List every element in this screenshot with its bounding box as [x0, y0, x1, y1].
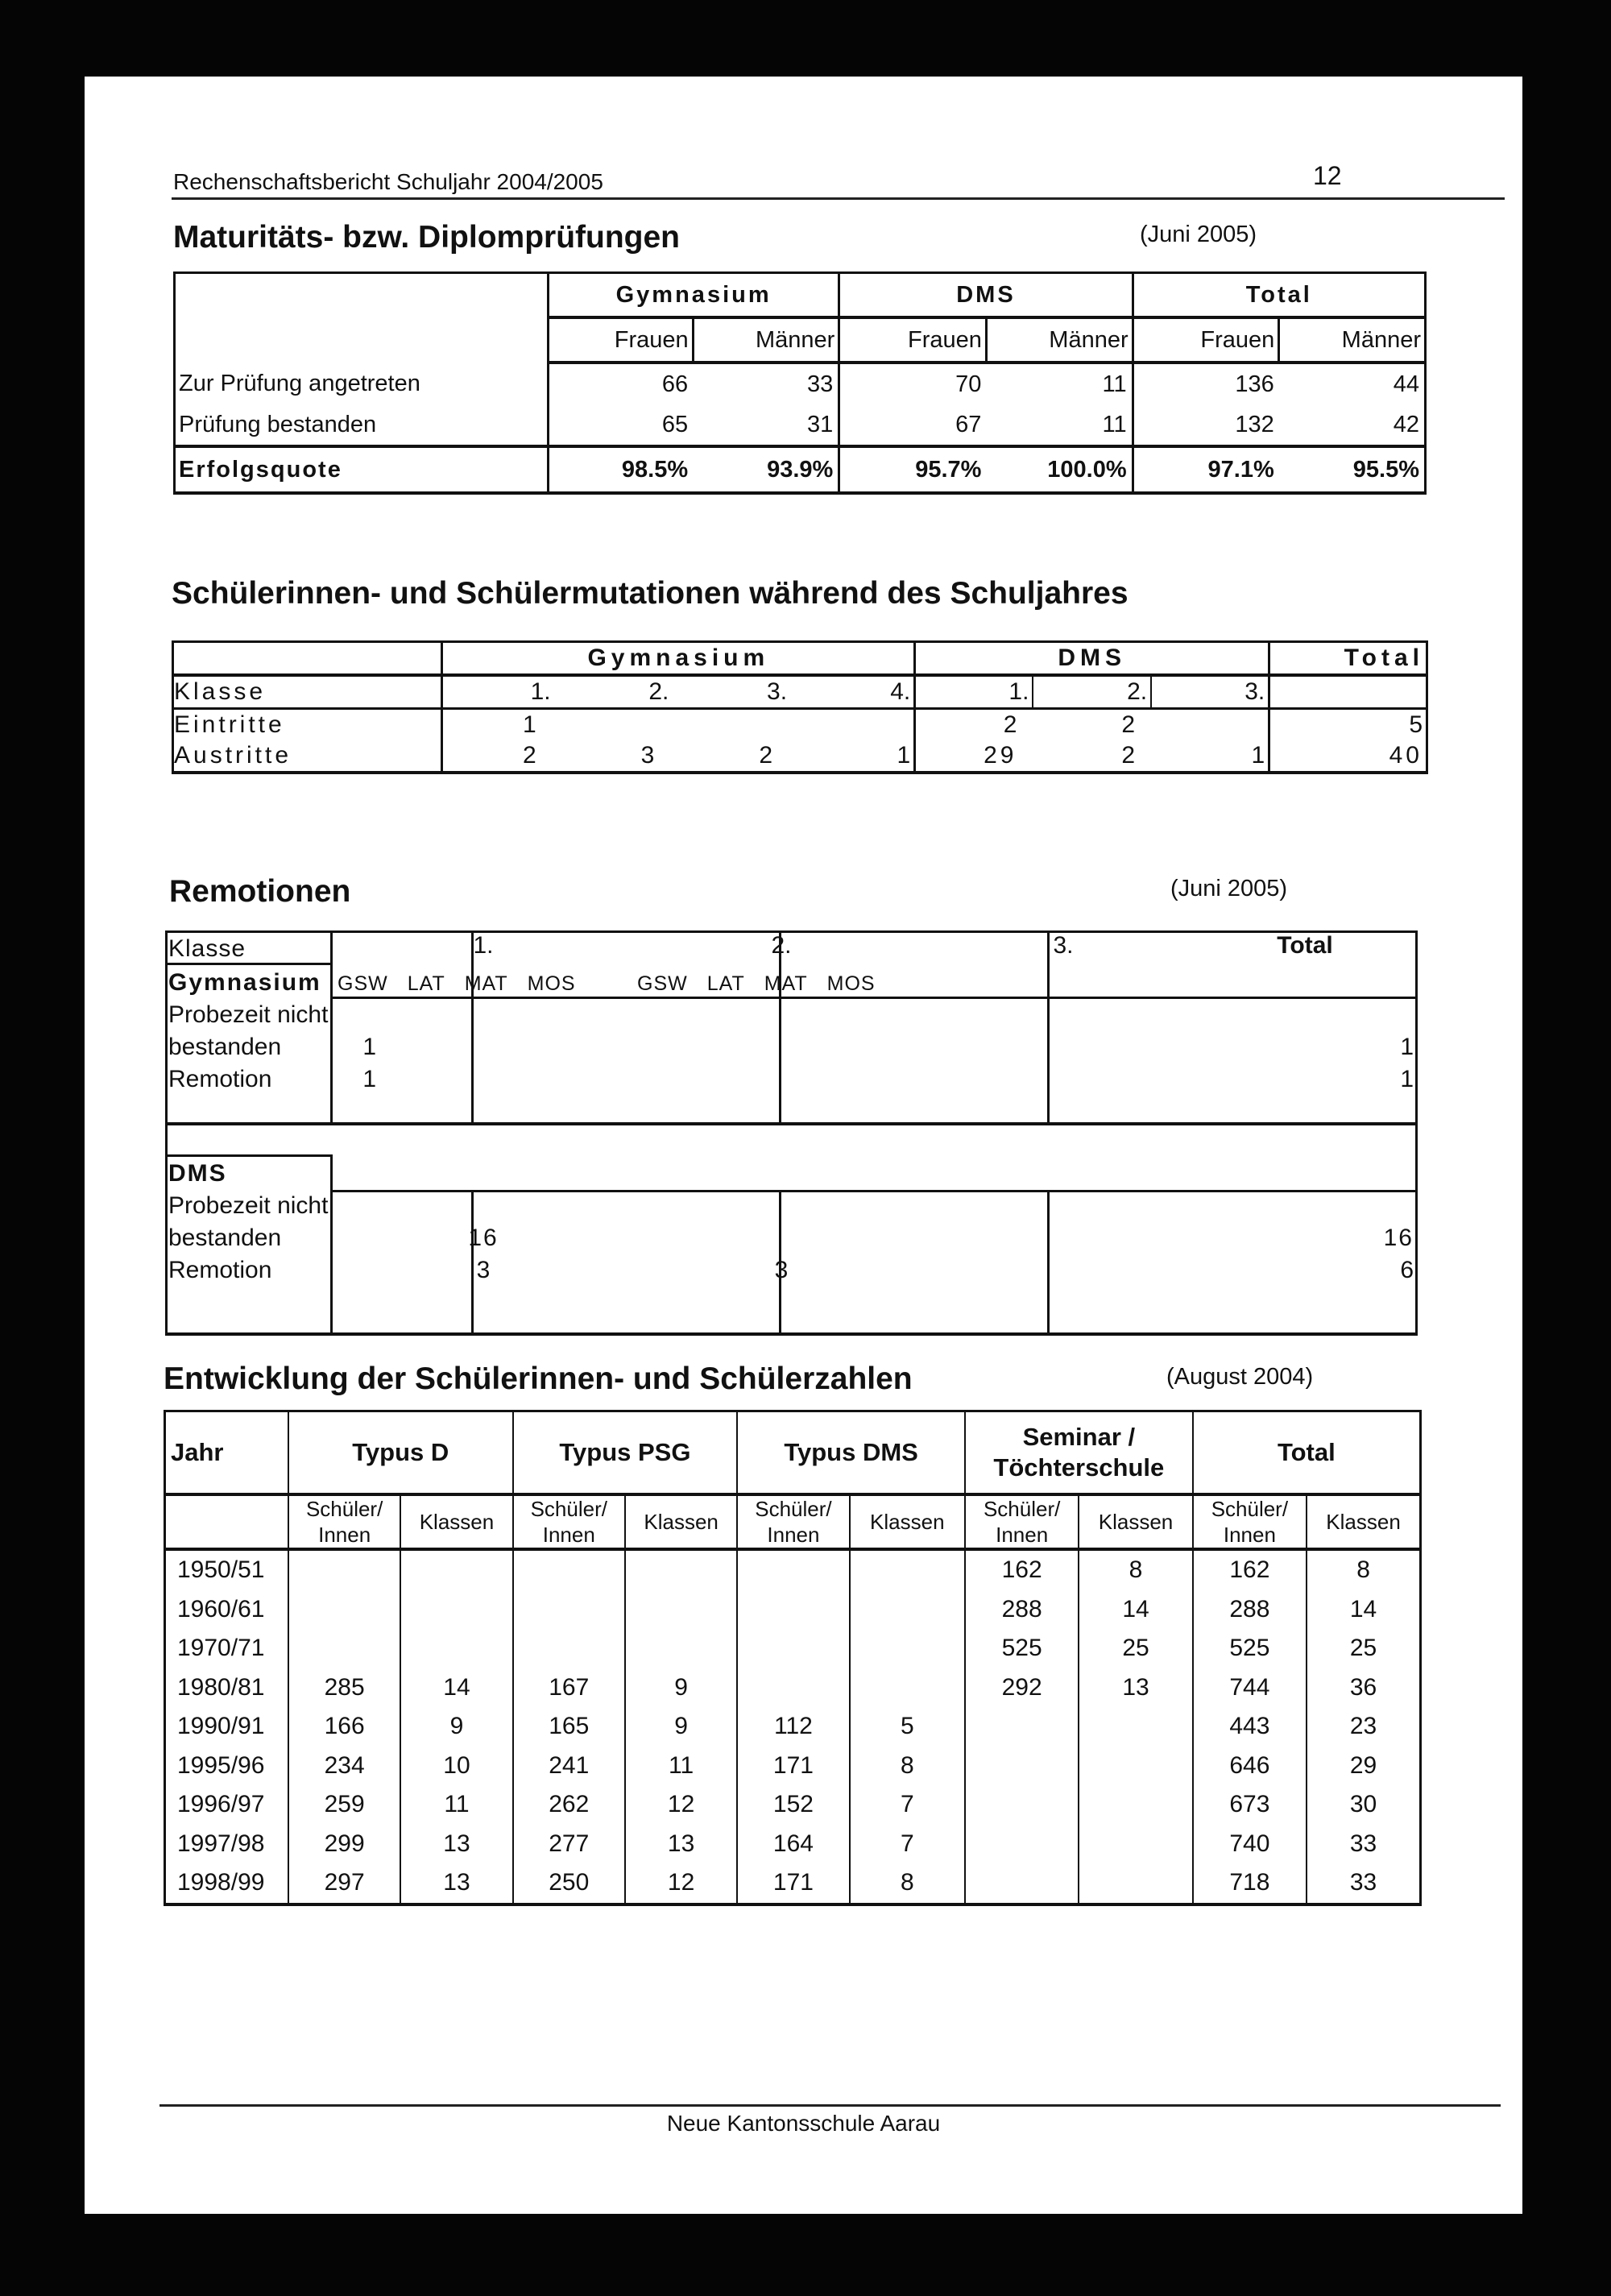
probezeit-label: Probezeit nicht	[168, 1192, 329, 1219]
cell	[737, 1629, 849, 1668]
cell: 250	[513, 1863, 625, 1904]
cell-blank	[1269, 675, 1427, 709]
profile-headers-k1	[338, 972, 576, 996]
cell: 166	[288, 1707, 400, 1747]
cell: 1	[797, 740, 915, 773]
cell: 165	[513, 1707, 625, 1747]
cell: 171	[737, 1863, 849, 1904]
cell: 42	[1279, 404, 1426, 446]
klasse-header: 3.	[767, 678, 788, 705]
cell: 100.0%	[986, 446, 1133, 493]
cell: 8	[1079, 1549, 1192, 1590]
cell: 162	[965, 1549, 1079, 1590]
cell: 65	[548, 404, 693, 446]
cell: 93.9%	[693, 446, 839, 493]
cell: 1	[1151, 740, 1269, 773]
cell: 2	[1003, 711, 1017, 738]
cell: 167	[513, 1668, 625, 1708]
group-header: Total	[1193, 1411, 1421, 1495]
cell: 33	[1307, 1863, 1420, 1904]
table-row	[165, 1668, 1421, 1708]
cell: 171	[737, 1747, 849, 1786]
profile-lat: LAT	[407, 972, 445, 995]
cell: 285	[288, 1668, 400, 1708]
total-header: Total	[1277, 932, 1333, 959]
table-row	[165, 1785, 1421, 1825]
cell: 262	[513, 1785, 625, 1825]
cell	[850, 1549, 965, 1590]
page-number: 12	[1313, 161, 1342, 190]
jahr-cell: 1950/51	[165, 1549, 288, 1590]
cell: 8	[850, 1863, 965, 1904]
cell	[965, 1825, 1079, 1864]
cell	[400, 1549, 512, 1590]
cell: 13	[400, 1825, 512, 1864]
cell	[400, 1629, 512, 1668]
cell	[625, 1590, 737, 1630]
cell: 241	[513, 1747, 625, 1786]
subheader-schueler: Schüler/ Innen	[1193, 1494, 1307, 1549]
cell: 31	[693, 404, 839, 446]
cell: 66	[548, 363, 693, 404]
subheader-schueler: Schüler/ Innen	[737, 1494, 849, 1549]
klasse-divider	[165, 963, 333, 965]
group-header: Total	[1133, 273, 1425, 318]
cell	[1079, 1785, 1192, 1825]
cell: 16	[1383, 1225, 1414, 1251]
subheader-klassen: Klassen	[850, 1494, 965, 1549]
cell: 11	[986, 404, 1133, 446]
cell: 23	[1307, 1707, 1420, 1747]
dms-label: DMS	[168, 1160, 227, 1187]
cell: 16	[468, 1225, 499, 1251]
table-entwicklung	[164, 1410, 1422, 1906]
row-label: Prüfung bestanden	[175, 404, 549, 446]
section-title-pruefungen: Maturitäts- bzw. Diplomprüfungen	[173, 220, 681, 255]
section-title-mutationen: Schülerinnen- und Schülermutationen während des Schuljahres	[172, 576, 1129, 611]
klasse-header: 3.	[1151, 675, 1269, 709]
cell: 10	[400, 1747, 512, 1786]
subheader-klassen: Klassen	[1079, 1494, 1192, 1549]
cell: 132	[1133, 404, 1279, 446]
cell: 36	[1307, 1668, 1420, 1708]
cell	[1079, 1707, 1192, 1747]
klasse-header: 4.	[797, 675, 915, 709]
cell	[797, 709, 915, 741]
row-label: Zur Prüfung angetreten	[175, 363, 549, 404]
group-header: Typus D	[288, 1411, 513, 1495]
probezeit-label: bestanden	[168, 1225, 282, 1251]
cell: 6	[1400, 1257, 1414, 1283]
col-divider	[471, 930, 474, 1124]
cell: 5	[1409, 711, 1423, 738]
row-label: Eintritte	[173, 709, 442, 741]
cell: 7	[850, 1785, 965, 1825]
cell: 11	[986, 363, 1133, 404]
row-label: Klasse	[173, 675, 442, 709]
cell: 7	[850, 1825, 965, 1864]
cell: 1	[522, 711, 536, 738]
cell	[625, 1629, 737, 1668]
cell: 25	[1307, 1629, 1420, 1668]
cell	[1079, 1747, 1192, 1786]
klasse-header-3: 3.	[1053, 932, 1074, 959]
cell: 9	[400, 1707, 512, 1747]
subheader: Männer	[693, 317, 839, 363]
cell: 525	[965, 1629, 1079, 1668]
table-row	[173, 709, 1427, 741]
table-row	[165, 1863, 1421, 1904]
cell	[1079, 1825, 1192, 1864]
cell: 292	[965, 1668, 1079, 1708]
cell: 13	[400, 1863, 512, 1904]
table-row	[165, 1825, 1421, 1864]
cell: 30	[1307, 1785, 1420, 1825]
cell	[1079, 1863, 1192, 1904]
cell: 744	[1193, 1668, 1307, 1708]
table-mutationen	[172, 640, 1428, 774]
jahr-cell: 1980/81	[165, 1668, 288, 1708]
klasse-header: 1.	[530, 678, 551, 705]
cell	[678, 709, 797, 741]
cell	[513, 1629, 625, 1668]
cell	[737, 1549, 849, 1590]
jahr-cell: 1990/91	[165, 1707, 288, 1747]
subheader-klassen: Klassen	[400, 1494, 512, 1549]
cell: 299	[288, 1825, 400, 1864]
cell: 259	[288, 1785, 400, 1825]
cell: 40	[1389, 742, 1423, 769]
jahr-header: Jahr	[165, 1411, 288, 1495]
cell	[737, 1590, 849, 1630]
profile-mat: MAT	[764, 972, 808, 995]
profile-gsw: GSW	[338, 972, 388, 995]
cell: 525	[1193, 1629, 1307, 1668]
cell: 164	[737, 1825, 849, 1864]
cell: 25	[1079, 1629, 1192, 1668]
header-divider	[333, 997, 1418, 999]
table-row	[165, 1747, 1421, 1786]
gymnasium-label: Gymnasium	[168, 969, 321, 996]
table-row	[165, 1629, 1421, 1668]
cell	[288, 1549, 400, 1590]
cell	[965, 1747, 1079, 1786]
cell: 29	[1307, 1747, 1420, 1786]
subheader-klassen: Klassen	[1307, 1494, 1420, 1549]
footer-school-name: Neue Kantonsschule Aarau	[666, 2111, 941, 2136]
cell	[965, 1707, 1079, 1747]
subheader-schueler: Schüler/ Innen	[513, 1494, 625, 1549]
cell: 67	[839, 404, 987, 446]
cell: 288	[965, 1590, 1079, 1630]
cell: 3	[774, 1257, 789, 1283]
cell: 9	[625, 1707, 737, 1747]
group-header: Gymnasium	[548, 273, 839, 318]
group-header: DMS	[915, 642, 1269, 676]
cell: 11	[625, 1747, 737, 1786]
row-label: Erfolgsquote	[175, 446, 549, 493]
gymnasium-block	[165, 930, 1418, 1125]
section-title-entwicklung: Entwicklung der Schülerinnen- und Schülerzahlen	[164, 1361, 913, 1396]
document-page	[85, 77, 1522, 2214]
klasse-label: Klasse	[168, 935, 246, 962]
probezeit-label: bestanden	[168, 1034, 282, 1060]
jahr-cell: 1960/61	[165, 1590, 288, 1630]
cell	[513, 1590, 625, 1630]
cell: 297	[288, 1863, 400, 1904]
cell: 152	[737, 1785, 849, 1825]
jahr-cell: 1996/97	[165, 1785, 288, 1825]
cell: 98.5%	[548, 446, 693, 493]
cell	[850, 1590, 965, 1630]
klasse-header: 1.	[915, 675, 1033, 709]
subheader-schueler: Schüler/ Innen	[288, 1494, 400, 1549]
report-title: Rechenschaftsbericht Schuljahr 2004/2005	[173, 169, 603, 194]
subheader: Frauen	[839, 317, 987, 363]
cell: 12	[625, 1863, 737, 1904]
col-divider	[1047, 1190, 1050, 1335]
subheader-klassen: Klassen	[625, 1494, 737, 1549]
cell: 95.7%	[839, 446, 987, 493]
cell: 9	[625, 1668, 737, 1708]
table-row	[165, 1549, 1421, 1590]
cell: 112	[737, 1707, 849, 1747]
cell: 2	[522, 742, 536, 769]
cell: 33	[1307, 1825, 1420, 1864]
row-label: Austritte	[173, 740, 442, 773]
cell	[850, 1668, 965, 1708]
subheader: Männer	[986, 317, 1133, 363]
header-divider	[172, 197, 1505, 200]
header-blank	[175, 273, 549, 363]
cell: 2	[1121, 711, 1136, 738]
cell: 136	[1133, 363, 1279, 404]
cell: 1	[362, 1066, 376, 1092]
cell	[625, 1549, 737, 1590]
klasse-header: 2.	[1033, 675, 1151, 709]
table-remotionen	[165, 930, 1422, 1349]
cell: 5	[850, 1707, 965, 1747]
jahr-cell: 1995/96	[165, 1747, 288, 1786]
cell	[850, 1629, 965, 1668]
cell: 718	[1193, 1863, 1307, 1904]
cell: 2	[1121, 742, 1136, 769]
cell: 1	[1400, 1066, 1414, 1092]
subheader: Frauen	[548, 317, 693, 363]
table-row	[165, 1707, 1421, 1747]
group-header: Typus PSG	[513, 1411, 738, 1495]
cell: 12	[625, 1785, 737, 1825]
section-title-remotionen: Remotionen	[169, 874, 351, 909]
cell: 3	[640, 742, 655, 769]
header-blank	[165, 1494, 288, 1549]
table-pruefungen	[173, 271, 1427, 495]
cell: 1	[1400, 1034, 1414, 1060]
cell: 162	[1193, 1549, 1307, 1590]
cell	[400, 1590, 512, 1630]
profile-headers-k2	[637, 972, 876, 996]
cell	[965, 1785, 1079, 1825]
cell: 8	[850, 1747, 965, 1786]
profile-mos: MOS	[826, 972, 876, 995]
table-row	[175, 363, 1426, 404]
profile-mos: MOS	[527, 972, 576, 995]
section-date-pruefungen: (Juni 2005)	[1140, 222, 1257, 247]
cell: 3	[476, 1257, 491, 1283]
remotion-label: Remotion	[168, 1066, 272, 1092]
remotion-label: Remotion	[168, 1257, 272, 1283]
cell: 288	[1193, 1590, 1307, 1630]
table-row	[165, 1590, 1421, 1630]
cell	[965, 1863, 1079, 1904]
cell: 1	[362, 1034, 376, 1060]
cell: 14	[1307, 1590, 1420, 1630]
cell	[561, 709, 679, 741]
col-divider	[1047, 930, 1050, 1124]
klasse-header-1: 1.	[473, 932, 494, 959]
cell: 33	[693, 363, 839, 404]
header-blank	[173, 642, 442, 676]
cell: 8	[1307, 1549, 1420, 1590]
group-header: Seminar / Töchterschule	[965, 1411, 1193, 1495]
cell: 14	[400, 1668, 512, 1708]
cell: 277	[513, 1825, 625, 1864]
jahr-cell: 1970/71	[165, 1629, 288, 1668]
cell: 29	[984, 742, 1017, 769]
section-date-remotionen: (Juni 2005)	[1170, 876, 1288, 901]
probezeit-label: Probezeit nicht	[168, 1001, 329, 1028]
table-row	[173, 740, 1427, 773]
table-row-erfolgsquote	[175, 446, 1426, 493]
subheader: Männer	[1279, 317, 1426, 363]
group-header: DMS	[839, 273, 1133, 318]
group-header: Total	[1344, 644, 1424, 671]
group-header: Typus DMS	[737, 1411, 965, 1495]
cell: 13	[1079, 1668, 1192, 1708]
cell: 234	[288, 1747, 400, 1786]
jahr-cell: 1997/98	[165, 1825, 288, 1864]
cell	[513, 1549, 625, 1590]
cell: 14	[1079, 1590, 1192, 1630]
footer-divider	[159, 2104, 1501, 2107]
cell: 70	[839, 363, 987, 404]
cell: 44	[1279, 363, 1426, 404]
klasse-header-2: 2.	[771, 932, 792, 959]
table-body	[165, 1549, 1421, 1904]
col-divider	[779, 930, 781, 1124]
subheader-schueler: Schüler/ Innen	[965, 1494, 1079, 1549]
cell: 95.5%	[1279, 446, 1426, 493]
profile-lat: LAT	[706, 972, 745, 995]
section-date-entwicklung: (August 2004)	[1166, 1364, 1314, 1390]
profile-mat: MAT	[464, 972, 508, 995]
group-header: Gymnasium	[442, 642, 915, 676]
cell: 646	[1193, 1747, 1307, 1786]
cell: 97.1%	[1133, 446, 1279, 493]
cell: 443	[1193, 1707, 1307, 1747]
cell: 673	[1193, 1785, 1307, 1825]
cell: 13	[625, 1825, 737, 1864]
subheader: Frauen	[1133, 317, 1279, 363]
klasse-header: 2.	[648, 678, 669, 705]
cell	[1151, 709, 1269, 741]
cell	[288, 1629, 400, 1668]
cell: 740	[1193, 1825, 1307, 1864]
cell: 11	[400, 1785, 512, 1825]
gap-row	[165, 1123, 1418, 1192]
cell	[288, 1590, 400, 1630]
cell	[737, 1668, 849, 1708]
table-row	[175, 404, 1426, 446]
profile-gsw: GSW	[637, 972, 688, 995]
jahr-cell: 1998/99	[165, 1863, 288, 1904]
cell: 2	[759, 742, 773, 769]
